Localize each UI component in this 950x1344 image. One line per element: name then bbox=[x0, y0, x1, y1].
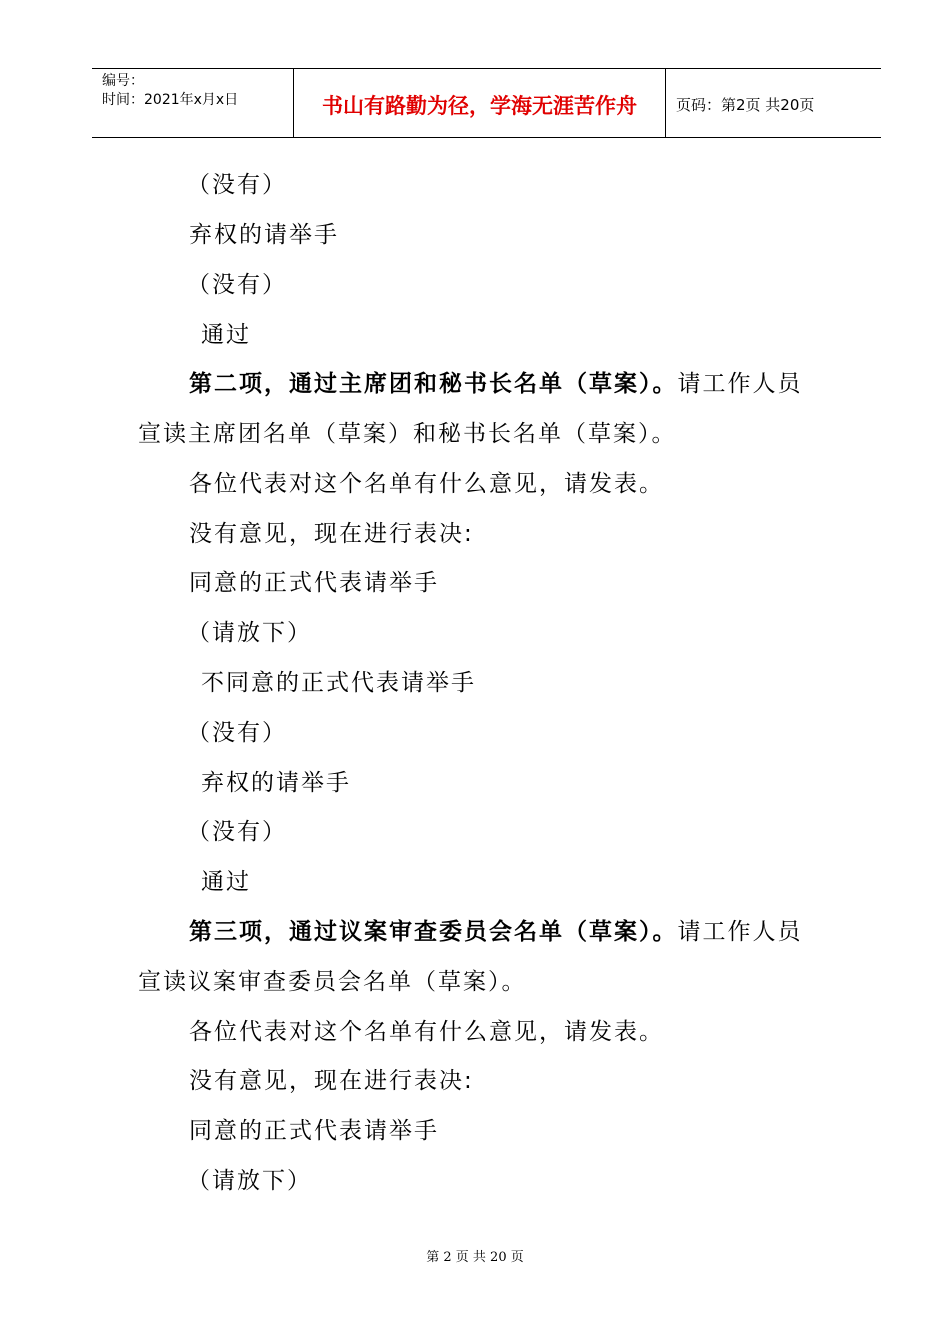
item2-heading-rest: 请工作人员 bbox=[677, 371, 803, 397]
body-line: （没有） bbox=[187, 720, 287, 746]
body-line: 各位代表对这个名单有什么意见，请发表。 bbox=[189, 1019, 664, 1045]
body-line: 通过 bbox=[201, 322, 251, 348]
item2-heading-line bbox=[189, 369, 803, 399]
body-line: 各位代表对这个名单有什么意见，请发表。 bbox=[189, 471, 664, 497]
item2-heading: 第二项，通过主席团和秘书长名单（草案）。 bbox=[189, 371, 678, 397]
item3-heading: 第三项，通过议案审查委员会名单（草案）。 bbox=[189, 919, 678, 945]
header-motto: 书山有路勤为径，学海无涯苦作舟 bbox=[294, 69, 666, 137]
body-line: （请放下） bbox=[187, 1168, 312, 1194]
body-line: （请放下） bbox=[187, 620, 312, 646]
item3-heading-line bbox=[189, 917, 803, 947]
body-line: （没有） bbox=[187, 819, 287, 845]
body-line: 宣读主席团名单（草案）和秘书长名单（草案）。 bbox=[138, 421, 677, 447]
body-line: 弃权的请举手 bbox=[189, 222, 339, 248]
footer-page-number: 第 2 页 共 20 页 bbox=[426, 1250, 524, 1265]
body-line: 没有意见，现在进行表决: bbox=[189, 521, 474, 547]
body-line: 不同意的正式代表请举手 bbox=[201, 670, 476, 696]
body-line: 同意的正式代表请举手 bbox=[189, 1118, 439, 1144]
body-line: （没有） bbox=[187, 172, 287, 198]
page-footer bbox=[0, 1246, 950, 1265]
item3-heading-rest: 请工作人员 bbox=[677, 919, 803, 945]
header-meta-cell bbox=[92, 69, 294, 137]
body-line: 没有意见，现在进行表决: bbox=[189, 1068, 474, 1094]
page-header bbox=[92, 68, 881, 138]
body-line: 弃权的请举手 bbox=[201, 770, 351, 796]
header-page-info: 页码：第2页 共20页 bbox=[676, 95, 815, 114]
body-line: 通过 bbox=[201, 869, 251, 895]
body-line: 同意的正式代表请举手 bbox=[189, 570, 439, 596]
body-line: （没有） bbox=[187, 272, 287, 298]
header-time-label: 时间：2021年x月x日 bbox=[102, 92, 239, 108]
header-number-label: 编号： bbox=[102, 73, 144, 89]
body-line: 宣读议案审查委员会名单（草案）。 bbox=[138, 969, 527, 995]
